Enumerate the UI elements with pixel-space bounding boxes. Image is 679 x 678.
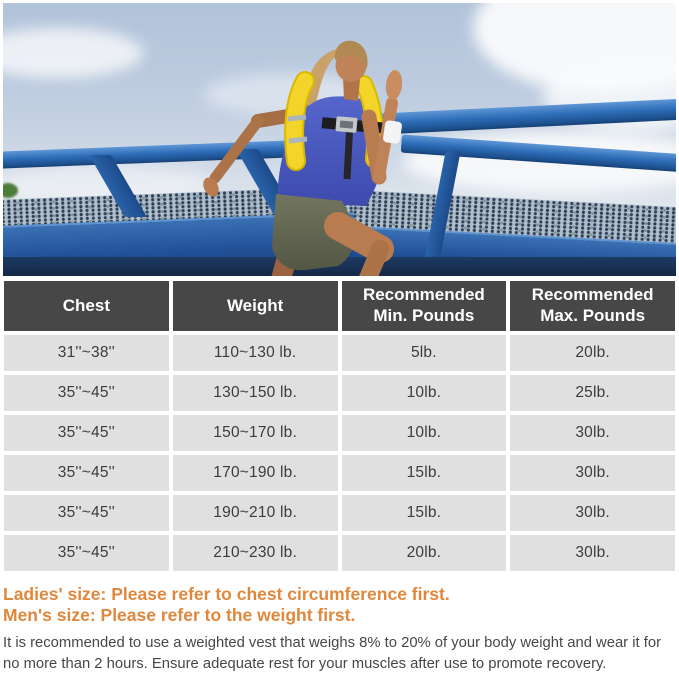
col-header-max-pounds: Recommended Max. Pounds (510, 281, 675, 331)
table-cell: 35''~45'' (4, 375, 169, 411)
table-cell: 210~230 lb. (173, 535, 338, 571)
notes-section (0, 575, 679, 674)
col-header-chest: Chest (4, 281, 169, 331)
table-row (4, 415, 675, 451)
ladies-size-note: Ladies' size: Please refer to chest circumference first. (3, 584, 450, 604)
size-chart-body (4, 335, 675, 571)
table-cell: 35''~45'' (4, 455, 169, 491)
table-cell: 20lb. (342, 535, 507, 571)
hero-photo (3, 3, 676, 276)
table-cell: 10lb. (342, 375, 507, 411)
col-header-min-pounds: Recommended Min. Pounds (342, 281, 507, 331)
table-cell: 5lb. (342, 335, 507, 371)
table-row (4, 495, 675, 531)
table-row (4, 455, 675, 491)
usage-recommendation: It is recommended to use a weighted vest that weighs 8% to 20% of your body weight and wear it for no more than 2 hours. Ensure adequate rest for your muscles after use to promote recovery. (3, 635, 661, 672)
table-cell: 190~210 lb. (173, 495, 338, 531)
table-cell: 20lb. (510, 335, 675, 371)
cloud (3, 28, 143, 78)
runner-illustration (188, 21, 418, 276)
table-cell: 170~190 lb. (173, 455, 338, 491)
table-cell: 25lb. (510, 375, 675, 411)
mens-size-note: Men's size: Please refer to the weight first. (3, 605, 356, 625)
table-cell: 30lb. (510, 535, 675, 571)
table-cell: 15lb. (342, 455, 507, 491)
table-row (4, 535, 675, 571)
table-row (4, 375, 675, 411)
table-cell: 35''~45'' (4, 495, 169, 531)
table-cell: 150~170 lb. (173, 415, 338, 451)
table-cell: 31''~38'' (4, 335, 169, 371)
table-cell: 35''~45'' (4, 535, 169, 571)
table-cell: 30lb. (510, 415, 675, 451)
table-cell: 15lb. (342, 495, 507, 531)
header-row (4, 281, 675, 331)
table-cell: 130~150 lb. (173, 375, 338, 411)
table-cell: 10lb. (342, 415, 507, 451)
table-cell: 35''~45'' (4, 415, 169, 451)
size-chart-header (4, 281, 675, 331)
table-cell: 30lb. (510, 495, 675, 531)
table-cell: 110~130 lb. (173, 335, 338, 371)
size-chart-table (0, 277, 679, 575)
table-row (4, 335, 675, 371)
table-cell: 30lb. (510, 455, 675, 491)
col-header-weight: Weight (173, 281, 338, 331)
